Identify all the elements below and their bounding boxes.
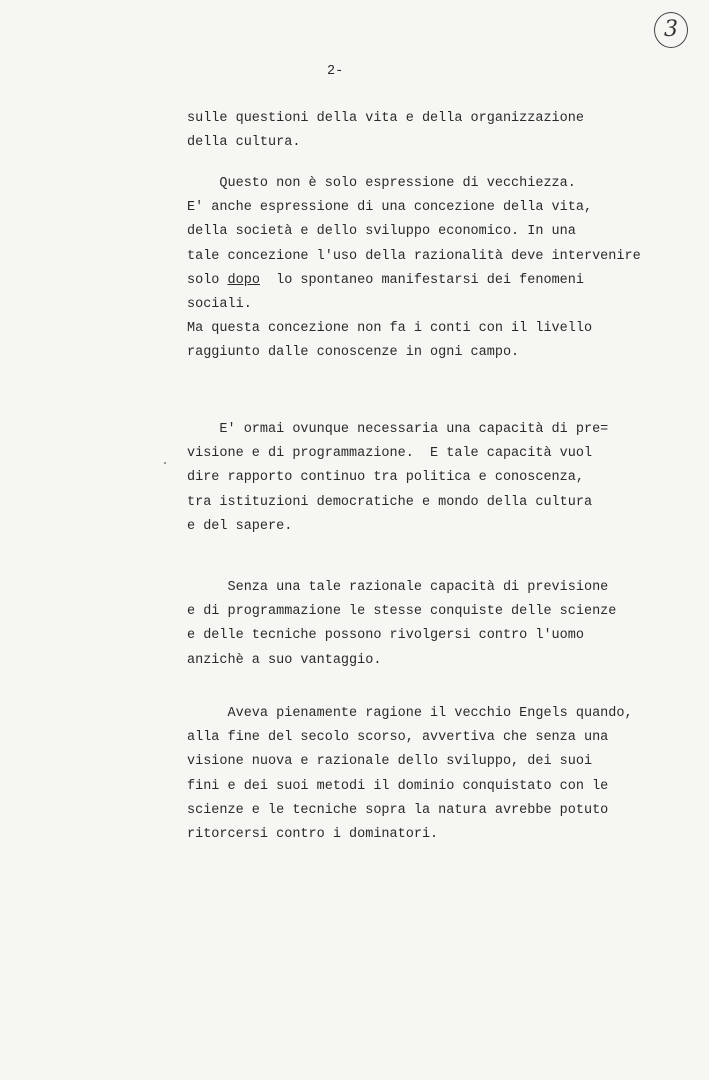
- text-line: dire rapporto continuo tra politica e conoscenza,: [187, 470, 584, 486]
- text-line: visione e di programmazione. E tale capacità vuol: [187, 446, 593, 462]
- page-number: 2-: [327, 64, 344, 79]
- text-line: alla fine del secolo scorso, avvertiva che senza una: [187, 730, 609, 746]
- text-line: Senza una tale razionale capacità di previsione: [187, 580, 609, 595]
- text-line: fini e dei suoi metodi il dominio conquistato con le: [187, 778, 609, 794]
- text-line: della società e dello sviluppo economico. In una: [187, 224, 576, 240]
- paragraph-5: [187, 702, 633, 847]
- text-line: visione nuova e razionale dello sviluppo, dei suoi: [187, 754, 593, 770]
- text-line: [187, 269, 641, 293]
- paragraph-4: [187, 576, 616, 673]
- text-line: tra istituzioni democratiche e mondo della cultura: [187, 494, 593, 510]
- text-line: e del sapere.: [187, 518, 293, 534]
- text-line: sociali.: [187, 297, 252, 313]
- underlined-word: dopo: [227, 272, 260, 288]
- text-line: scienze e le tecniche sopra la natura avrebbe potuto: [187, 802, 609, 818]
- paragraph-1: [187, 107, 584, 155]
- paragraph-3: [187, 418, 608, 539]
- paragraph-2: [187, 172, 641, 366]
- text-line: e delle tecniche possono rivolgersi contro l'uomo: [187, 628, 584, 644]
- text-line: e di programmazione le stesse conquiste delle scienze: [187, 604, 617, 620]
- text-line: sulle questioni della vita e della organizzazione: [187, 111, 584, 126]
- text-line: raggiunto dalle conoscenze in ogni campo.: [187, 345, 520, 361]
- text-line: E' anche espressione di una concezione della vita,: [187, 200, 593, 216]
- text-line: Ma questa concezione non fa i conti con il livello: [187, 321, 593, 337]
- text-fragment: solo: [187, 272, 228, 288]
- text-line: anzichè a suo vantaggio.: [187, 652, 382, 668]
- text-fragment: lo spontaneo manifestarsi dei fenomeni: [259, 272, 584, 288]
- text-line: Questo non è solo espressione di vecchiezza.: [187, 176, 576, 191]
- text-line: tale concezione l'uso della razionalità deve intervenire: [187, 248, 641, 264]
- text-line: E' ormai ovunque necessaria una capacità di pre=: [187, 422, 609, 437]
- stray-ink-dot: [164, 462, 166, 464]
- text-line: ritorcersi contro i dominatori.: [187, 827, 439, 843]
- page-mark-circled: 3: [654, 12, 688, 48]
- text-line: Aveva pienamente ragione il vecchio Engels quando,: [187, 706, 633, 721]
- text-line: della cultura.: [187, 135, 301, 151]
